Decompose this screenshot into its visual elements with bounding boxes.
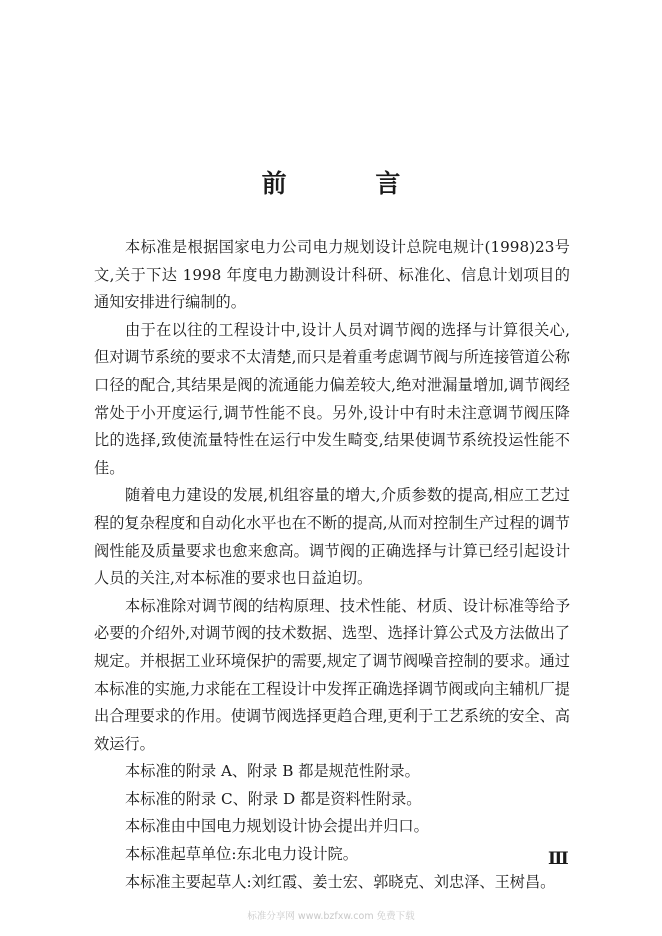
page-number: Ⅲ: [548, 849, 567, 869]
paragraph-8: 本标准起草单位:东北电力设计院。: [125, 845, 358, 864]
preface-body: [94, 234, 570, 896]
paragraph-6: 本标准的附录 C、附录 D 都是资料性附录。: [125, 789, 422, 808]
site-watermark: 标准分享网 www.bzfxw.com 免费下载: [247, 911, 415, 922]
paragraph-1: 本标准是根据国家电力公司电力规划设计总院电规计(1998)23号文,关于下达 1998 年度电力勘测设计科研、标准化、信息计划项目的通知安排进行编制的。: [94, 238, 570, 312]
paragraph-3: 随着电力建设的发展,机组容量的增大,介质参数的提高,相应工艺过程的复杂程度和自动化水平也在不断的提高,从而对控制生产过程的调节阀性能及质量要求也愈来愈高。调节阀的正确选择与计算已经引起设计人员的关注,对本标准的要求也日益迫切。: [94, 486, 570, 588]
paragraph-7: 本标准由中国电力规划设计协会提出并归口。: [125, 817, 429, 836]
paragraph-4: 本标准除对调节阀的结构原理、技术性能、材质、设计标准等给予必要的介绍外,对调节阀的技术数据、选型、选择计算公式及方法做出了规定。并根据工业环境保护的需要,规定了调节阀噪音控制的要求。通过本标准的实施,力求能在工程设计中发挥正确选择调节阀或向主辅机厂提出合理要求的作用。使调节阀选择更趋合理,更利于工艺系统的安全、高效运行。: [94, 596, 570, 753]
paragraph-9: 本标准主要起草人:刘红霞、姜士宏、郭晓克、刘忠泽、王树昌。: [125, 872, 556, 891]
page-title: 前 言: [261, 169, 441, 198]
paragraph-5: 本标准的附录 A、附录 B 都是规范性附录。: [125, 762, 420, 781]
paragraph-2: 由于在以往的工程设计中,设计人员对调节阀的选择与计算很关心,但对调节系统的要求不太清楚,而只是着重考虑调节阀与所连接管道公称口径的配合,其结果是阀的流通能力偏差较大,绝对泄漏量增加,调节阀经常处于小开度运行,调节性能不良。另外,设计中有时未注意调节阀压降比的选择,致使流量特性在运行中发生畸变,结果使调节系统投运性能不佳。: [94, 320, 570, 477]
